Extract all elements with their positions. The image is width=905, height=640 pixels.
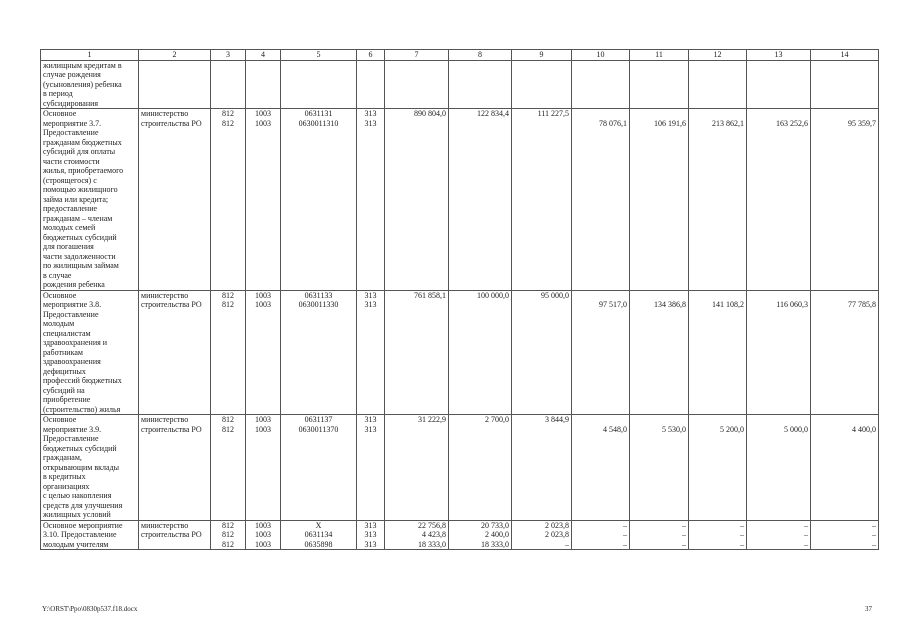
value-column-cell [281, 290, 357, 415]
table-cell: 141 108,2 [712, 300, 744, 309]
table-cell: 0630011310 [298, 118, 339, 128]
value-column-cell [385, 290, 449, 415]
empty-cell [512, 60, 572, 109]
responsible-executor-line: строительства РО [141, 530, 202, 539]
table-cell [514, 300, 569, 310]
value-column-cell [811, 290, 879, 415]
table-row [41, 520, 879, 550]
activity-description-line: гражданам – членам [43, 213, 113, 223]
activity-description-line: займа или кредита; [43, 194, 109, 204]
empty-cell [385, 60, 449, 109]
table-cell: 0631133 [304, 290, 333, 300]
table-cell: 313 [364, 530, 377, 539]
value-column-cell [449, 415, 512, 521]
value-column-cell [385, 109, 449, 291]
table-row [41, 290, 879, 415]
activity-description-line: 3.10. Предоставление [43, 530, 117, 539]
value-column-cell [747, 415, 811, 521]
value-column-cell [689, 290, 747, 415]
activity-description-line: мероприятие 3.7. [43, 118, 102, 128]
activity-description-line: в случае [43, 270, 72, 280]
value-column-cell [357, 109, 385, 291]
value-column-cell [512, 109, 572, 291]
table-cell [749, 109, 808, 119]
table-cell: – [872, 530, 876, 539]
table-cell: – [872, 520, 876, 530]
responsible-executor [139, 520, 211, 550]
activity-description [41, 290, 139, 415]
empty-cell [139, 60, 211, 109]
activity-description-line: гражданам, [43, 453, 82, 462]
responsible-executor [139, 290, 211, 415]
value-column-cell [246, 520, 281, 550]
activity-description-line: в кредитных [43, 472, 86, 481]
empty-cell [357, 60, 385, 109]
table-cell: 1003 [255, 520, 271, 530]
table-cell [813, 109, 876, 119]
table-cell: 31 222,9 [418, 415, 446, 424]
continued-description-line: случае рождения [43, 70, 101, 79]
table-cell: 812 [222, 118, 234, 128]
table-cell [514, 425, 569, 435]
empty-cell [449, 60, 512, 109]
table-cell: 0630011330 [298, 300, 339, 309]
activity-description-line: для погашения [43, 242, 94, 251]
table-cell: 890 804,0 [414, 109, 446, 118]
activity-description-line: Предоставление [43, 309, 99, 319]
table-cell: 2 023,8 [545, 520, 569, 530]
value-column-cell [385, 415, 449, 521]
value-column-cell [357, 415, 385, 521]
table-cell: 100 000,0 [477, 290, 509, 300]
table-cell [387, 119, 446, 129]
table-cell: – [623, 539, 627, 549]
activity-description-line: бюджетных субсидий [43, 443, 117, 453]
table-cell: 812 [222, 539, 234, 549]
column-number: 7 [385, 50, 449, 61]
activity-description-line: гражданам бюджетных [43, 137, 122, 147]
table-cell: 313 [364, 118, 377, 128]
responsible-executor-line: министерство [141, 520, 189, 530]
table-cell: 97 517,0 [599, 300, 627, 309]
table-cell: – [682, 530, 686, 539]
empty-cell [811, 60, 879, 109]
activity-description-line: Предоставление [43, 434, 99, 443]
column-number: 9 [512, 50, 572, 61]
table-cell [749, 291, 808, 301]
table-cell: X [315, 520, 322, 530]
activity-description-line: Предоставление [43, 128, 99, 137]
footer-file-path: Y:\ORST\Ppo\0830p537.f18.docx [42, 605, 138, 613]
activity-description-line: открывающим вклады [43, 462, 120, 472]
table-cell [691, 291, 744, 301]
activity-description-line: жилья, приобретаемого [43, 166, 124, 175]
table-cell: 812 [222, 415, 234, 424]
empty-cell [747, 60, 811, 109]
table-cell: 1003 [255, 424, 271, 434]
table-cell [451, 300, 509, 310]
activity-description-line: приобретение [43, 395, 91, 404]
responsible-executor-line: строительства РО [141, 424, 202, 434]
activity-description-line: молодым учителям [43, 539, 109, 549]
value-column-cell [211, 290, 246, 415]
value-column-cell [630, 415, 689, 521]
value-column-cell [689, 415, 747, 521]
table-cell: 0630011370 [298, 424, 339, 434]
value-column-cell [246, 415, 281, 521]
empty-cell [630, 60, 689, 109]
table-cell [574, 415, 627, 425]
header-row [41, 50, 879, 61]
table-cell: – [740, 530, 744, 539]
value-column-cell [211, 109, 246, 291]
activity-description-line: дефицитных [43, 366, 86, 376]
continued-description-line: в период [43, 89, 73, 98]
table-cell: – [623, 520, 627, 530]
table-cell: 3 844,9 [545, 415, 569, 424]
responsible-executor-line: министерство [141, 109, 189, 118]
activity-description-line: мероприятие 3.8. [43, 300, 102, 309]
activity-description [41, 520, 139, 550]
value-column-cell [512, 415, 572, 521]
table-cell [632, 109, 686, 119]
value-column-cell [512, 520, 572, 550]
table-cell: 313 [364, 539, 377, 549]
value-column-cell [572, 520, 630, 550]
value-column-cell [246, 109, 281, 291]
table-cell: – [804, 539, 808, 549]
table-cell: 22 756,8 [418, 520, 446, 530]
table-cell: 116 060,3 [776, 300, 808, 309]
responsible-executor [139, 415, 211, 521]
value-column-cell [281, 520, 357, 550]
value-column-cell [630, 290, 689, 415]
value-column-cell [811, 520, 879, 550]
table-cell: 5 000,0 [784, 424, 808, 434]
table-cell: 134 386,8 [654, 300, 686, 309]
table-cell [514, 119, 569, 129]
activity-description-line: (строительство) жилья [43, 404, 121, 414]
value-column-cell [281, 415, 357, 521]
activity-description-line: рождения ребенка [43, 280, 105, 289]
table-cell: 812 [222, 300, 234, 309]
budget-table [40, 49, 879, 550]
table-cell: – [740, 539, 744, 549]
activity-description-line: по жилищным займам [43, 261, 119, 270]
table-row [41, 415, 879, 521]
responsible-executor-line: министерство [141, 290, 189, 300]
table-cell [387, 425, 446, 435]
table-cell: 122 834,4 [477, 109, 509, 118]
table-cell: 1003 [255, 118, 271, 128]
table-cell: 812 [222, 109, 234, 118]
responsible-executor-line: министерство [141, 415, 189, 424]
table-cell: 111 227,5 [537, 109, 569, 118]
table-cell: 0631134 [304, 530, 333, 539]
column-number: 14 [811, 50, 879, 61]
continued-description-line: субсидирования [43, 98, 99, 108]
continued-description-line: (усыновления) ребенка [43, 79, 122, 89]
value-column-cell [811, 415, 879, 521]
activity-description-line: средств для улучшения [43, 500, 123, 510]
table-cell: 4 423,8 [422, 530, 446, 539]
column-number: 12 [689, 50, 747, 61]
column-number: 1 [41, 50, 139, 61]
table-cell: 313 [364, 415, 377, 424]
value-column-cell [281, 109, 357, 291]
value-column-cell [572, 290, 630, 415]
activity-description-line: молодых семей [43, 223, 96, 232]
value-column-cell [689, 520, 747, 550]
value-column-cell [747, 109, 811, 291]
table-cell: 1003 [255, 300, 271, 309]
table-cell: 2 400,0 [485, 530, 509, 539]
table-cell: 313 [364, 109, 377, 118]
activity-description-line: молодым [43, 319, 75, 328]
activity-description-line: Основное [43, 415, 77, 424]
table-cell: 78 076,1 [599, 118, 627, 128]
table-cell: – [623, 530, 627, 539]
column-number: 5 [281, 50, 357, 61]
table-cell: 95 359,7 [848, 118, 876, 128]
table-cell [574, 291, 627, 301]
value-column-cell [449, 109, 512, 291]
activity-description [41, 415, 139, 521]
table-cell: 5 530,0 [662, 424, 686, 434]
activity-description-line: специалистам [43, 328, 91, 338]
activity-description-line: бюджетных субсидий [43, 232, 117, 242]
table-cell: 313 [364, 300, 377, 309]
empty-cell [246, 60, 281, 109]
activity-description-line: здравоохранения и [43, 338, 108, 347]
activity-description-line: жилищных условий [43, 510, 111, 519]
table-cell [632, 415, 686, 425]
table-cell: 106 191,6 [654, 118, 686, 128]
column-number: 11 [630, 50, 689, 61]
activity-description-line: с целью накопления [43, 491, 112, 500]
table-cell: 4 548,0 [603, 424, 627, 434]
table-cell: 761 858,1 [414, 290, 446, 300]
table-cell [574, 109, 627, 119]
continued-description [41, 60, 139, 109]
responsible-executor-line: строительства РО [141, 300, 202, 309]
table-cell: 95 000,0 [541, 290, 569, 300]
empty-cell [689, 60, 747, 109]
table-cell: 1003 [255, 109, 271, 118]
continuation-row [41, 60, 879, 109]
empty-cell [572, 60, 630, 109]
activity-description-line: Основное мероприятие [43, 520, 123, 530]
table-cell [691, 109, 744, 119]
value-column-cell [572, 415, 630, 521]
empty-cell [211, 60, 246, 109]
activity-description-line: (строящегося) с [43, 175, 97, 185]
column-number: 2 [139, 50, 211, 61]
table-cell: 213 862,1 [712, 118, 744, 128]
value-column-cell [357, 290, 385, 415]
table-cell [813, 415, 876, 425]
table-cell [451, 425, 509, 435]
table-cell: 313 [364, 520, 377, 530]
table-cell: 163 252,6 [776, 118, 808, 128]
activity-description-line: Основное [43, 109, 77, 118]
footer-page-number: 37 [865, 605, 872, 613]
table-cell: 2 023,8 [545, 530, 569, 539]
table-cell: 1003 [255, 539, 271, 549]
column-number: 3 [211, 50, 246, 61]
table-cell: – [804, 520, 808, 530]
table-cell: 313 [364, 424, 377, 434]
table-cell: 2 700,0 [485, 415, 509, 424]
responsible-executor [139, 109, 211, 291]
value-column-cell [630, 520, 689, 550]
table-cell: 18 333,0 [481, 539, 509, 549]
continued-description-line: жилищным кредитам в [43, 60, 122, 70]
value-column-cell [747, 290, 811, 415]
table-cell: 0631137 [304, 415, 333, 424]
value-column-cell [811, 109, 879, 291]
table-cell: 0631131 [304, 109, 333, 118]
column-number: 6 [357, 50, 385, 61]
table-cell: 1003 [255, 415, 271, 424]
value-column-cell [211, 520, 246, 550]
table-cell [387, 300, 446, 310]
activity-description-line: мероприятие 3.9. [43, 424, 102, 434]
value-column-cell [747, 520, 811, 550]
value-column-cell [385, 520, 449, 550]
table-cell [451, 119, 509, 129]
activity-description-line: субсидий на [43, 385, 85, 395]
table-cell [749, 415, 808, 425]
activity-description-line: профессий бюджетных [43, 376, 122, 385]
value-column-cell [357, 520, 385, 550]
column-number: 4 [246, 50, 281, 61]
column-number: 10 [572, 50, 630, 61]
table-cell: 812 [222, 520, 234, 530]
value-column-cell [512, 290, 572, 415]
table-cell: 1003 [255, 530, 271, 539]
value-column-cell [689, 109, 747, 291]
table-cell: 313 [364, 290, 377, 300]
value-column-cell [630, 109, 689, 291]
table-cell: 812 [222, 530, 234, 539]
table-cell: – [682, 539, 686, 549]
activity-description-line: предоставление [43, 204, 98, 213]
empty-cell [281, 60, 357, 109]
value-column-cell [572, 109, 630, 291]
value-column-cell [449, 290, 512, 415]
activity-description-line: части задолженности [43, 251, 116, 261]
table-cell: – [804, 530, 808, 539]
table-cell: 18 333,0 [418, 539, 446, 549]
activity-description-line: помощью жилищного [43, 185, 118, 194]
activity-description-line: части стоимости [43, 156, 100, 166]
activity-description-line: работникам [43, 347, 83, 357]
table-cell: – [565, 539, 569, 549]
value-column-cell [246, 290, 281, 415]
column-number: 13 [747, 50, 811, 61]
value-column-cell [449, 520, 512, 550]
activity-description [41, 109, 139, 291]
activity-description-line: здравоохранения [43, 357, 101, 366]
table-cell [632, 291, 686, 301]
table-cell: 812 [222, 424, 234, 434]
table-cell: 812 [222, 290, 234, 300]
table-cell: 77 785,8 [848, 300, 876, 309]
activity-description-line: организациях [43, 481, 90, 491]
column-number: 8 [449, 50, 512, 61]
table-cell: – [872, 539, 876, 549]
responsible-executor-line: строительства РО [141, 118, 202, 128]
table-cell: 5 200,0 [720, 424, 744, 434]
table-cell [813, 291, 876, 301]
table-cell: 1003 [255, 290, 271, 300]
table-row [41, 109, 879, 291]
table-cell: 20 733,0 [481, 520, 509, 530]
table-cell: – [682, 520, 686, 530]
value-column-cell [211, 415, 246, 521]
table-cell: 4 400,0 [852, 424, 876, 434]
table-cell: 0635898 [304, 539, 333, 549]
activity-description-line: субсидий для оплаты [43, 147, 116, 156]
activity-description-line: Основное [43, 290, 77, 300]
table-cell: – [740, 520, 744, 530]
table-cell [691, 415, 744, 425]
